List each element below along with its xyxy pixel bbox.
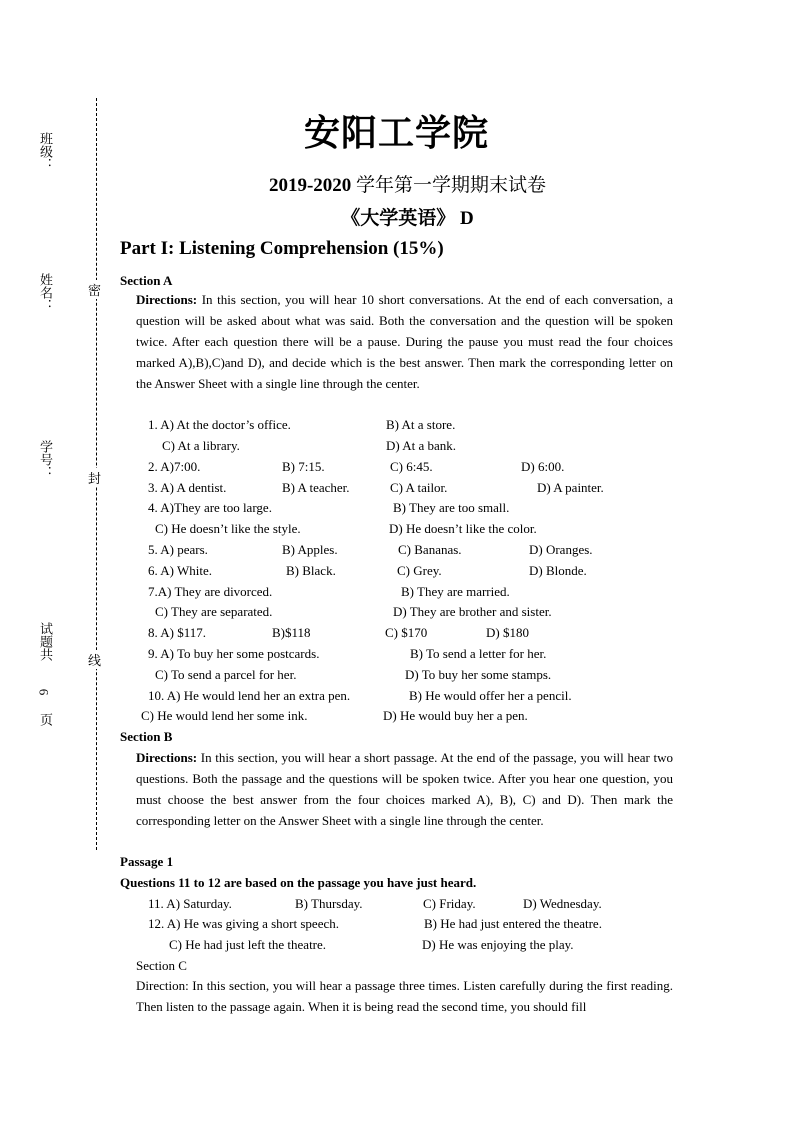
q9-option-d: D) To buy her some stamps. xyxy=(405,667,552,682)
q3-option-a: 3. A) A dentist. xyxy=(148,480,227,495)
passage1-title: Passage 1 xyxy=(120,854,174,869)
q1-option-a: 1. A) At the doctor’s office. xyxy=(148,417,291,432)
q1-option-c: C) At a library. xyxy=(162,438,240,453)
q2-option-b: B) 7:15. xyxy=(282,459,325,474)
q9-option-c: C) To send a parcel for her. xyxy=(155,667,297,682)
q10-option-a: 10. A) He would lend her an extra pen. xyxy=(148,688,351,703)
section-b-directions-text: In this section, you will hear a short passage. At the end of the passage, you will hear two questions. Both the passage and the questions will be spoken twice. After you hear one question, you must choose the best answer from the four choices marked A), B), C) and D). Then mark the corresponding letter on the Answer Sheet with a single line through the center. xyxy=(136,750,673,828)
pages-unit: 页 xyxy=(38,713,53,726)
q2-option-d: D) 6:00. xyxy=(521,459,565,474)
q5-option-a: 5. A) pears. xyxy=(148,542,208,557)
q11-option-c: C) Friday. xyxy=(423,896,476,911)
q2-option-a: 2. A)7:00. xyxy=(148,459,201,474)
part-title: Part I: Listening Comprehension (15%) xyxy=(120,238,444,259)
section-c-title: Section C xyxy=(136,958,187,973)
course-name: 《大学英语》 xyxy=(341,208,456,229)
course-title xyxy=(0,203,793,230)
q3-option-b: B) A teacher. xyxy=(282,480,350,495)
q9-option-b: B) To send a letter for her. xyxy=(410,646,547,661)
seal-char-xian: 线 xyxy=(88,650,101,669)
q4-option-d: D) He doesn’t like the color. xyxy=(389,521,537,536)
q6-option-a: 6. A) White. xyxy=(148,563,213,578)
q4-option-a: 4. A)They are too large. xyxy=(148,500,272,515)
q11-option-a: 11. A) Saturday. xyxy=(148,896,232,911)
exam-year: 2019-2020 xyxy=(268,175,352,196)
q9-option-a: 9. A) To buy her some postcards. xyxy=(148,646,320,661)
q10-option-c: C) He would lend her some ink. xyxy=(141,708,308,723)
q6-option-d: D) Blonde. xyxy=(529,563,587,578)
q8-option-b: B)$118 xyxy=(272,625,311,640)
q8-option-c: C) $170 xyxy=(385,625,428,640)
school-title: 安阳工学院 xyxy=(303,113,489,153)
q5-option-b: B) Apples. xyxy=(282,542,338,557)
q6-option-b: B) Black. xyxy=(286,563,336,578)
pages-label: 试题共 xyxy=(38,622,53,661)
q2-option-c: C) 6:45. xyxy=(390,459,433,474)
course-code: D xyxy=(460,208,474,229)
q6-option-c: C) Grey. xyxy=(397,563,442,578)
section-c-directions: Direction: In this section, you will hear a passage three times. Listen carefully during the first reading. Then listen to the passage again. When it is being read the second time, you should fill xyxy=(136,978,673,1014)
section-b-title: Section B xyxy=(120,729,173,744)
q1-option-d: D) At a bank. xyxy=(386,438,457,453)
name-label: 姓名： xyxy=(38,273,53,312)
section-a-directions-text: In this section, you will hear 10 short conversations. At the end of each conversation, a question will be asked about what was said. Both the conversation and the question will be spoken twice. After each question there will be a pause. During the pause you must read the four choices marked A),B),C)and D), and decide which is the best answer. Then mark the corresponding letter on the Answer Sheet with a single line through the center. xyxy=(136,292,673,391)
q1-option-b: B) At a store. xyxy=(386,417,456,432)
q3-option-d: D) A painter. xyxy=(537,480,604,495)
q8-option-a: 8. A) $117. xyxy=(148,625,207,640)
q4-option-b: B) They are too small. xyxy=(393,500,510,515)
q7-option-b: B) They are married. xyxy=(401,584,510,599)
q11-option-b: B) Thursday. xyxy=(295,896,363,911)
seal-char-feng: 封 xyxy=(88,468,101,487)
exam-term: 学年第一学期期末试卷 xyxy=(351,175,547,196)
q5-option-d: D) Oranges. xyxy=(529,542,593,557)
q12-option-c: C) He had just left the theatre. xyxy=(169,937,327,952)
section-b-directions xyxy=(136,748,673,832)
pages-number: 6 xyxy=(36,688,52,696)
section-a-directions xyxy=(136,290,673,395)
section-a-directions-label: Directions: xyxy=(136,292,198,307)
q10-option-b: B) He would offer her a pencil. xyxy=(409,688,572,703)
q8-option-d: D) $180 xyxy=(486,625,529,640)
q4-option-c: C) He doesn’t like the style. xyxy=(155,521,301,536)
q12-option-d: D) He was enjoying the play. xyxy=(422,937,574,952)
q5-option-c: C) Bananas. xyxy=(398,542,462,557)
seal-char-mi: 密 xyxy=(88,280,101,299)
q7-option-c: C) They are separated. xyxy=(155,604,273,619)
q12-option-b: B) He had just entered the theatre. xyxy=(424,916,602,931)
section-a-title: Section A xyxy=(120,273,173,288)
section-b-directions-label: Directions: xyxy=(136,750,198,765)
q7-option-d: D) They are brother and sister. xyxy=(393,604,552,619)
exam-subtitle xyxy=(0,170,793,197)
q7-option-a: 7.A) They are divorced. xyxy=(148,584,273,599)
q11-option-d: D) Wednesday. xyxy=(523,896,602,911)
student-id-label: 学号： xyxy=(38,440,53,479)
q10-option-d: D) He would buy her a pen. xyxy=(383,708,528,723)
class-label: 班级： xyxy=(38,132,53,171)
passage1-intro: Questions 11 to 12 are based on the passage you have just heard. xyxy=(120,875,477,890)
q3-option-c: C) A tailor. xyxy=(390,480,448,495)
q12-option-a: 12. A) He was giving a short speech. xyxy=(148,916,339,931)
